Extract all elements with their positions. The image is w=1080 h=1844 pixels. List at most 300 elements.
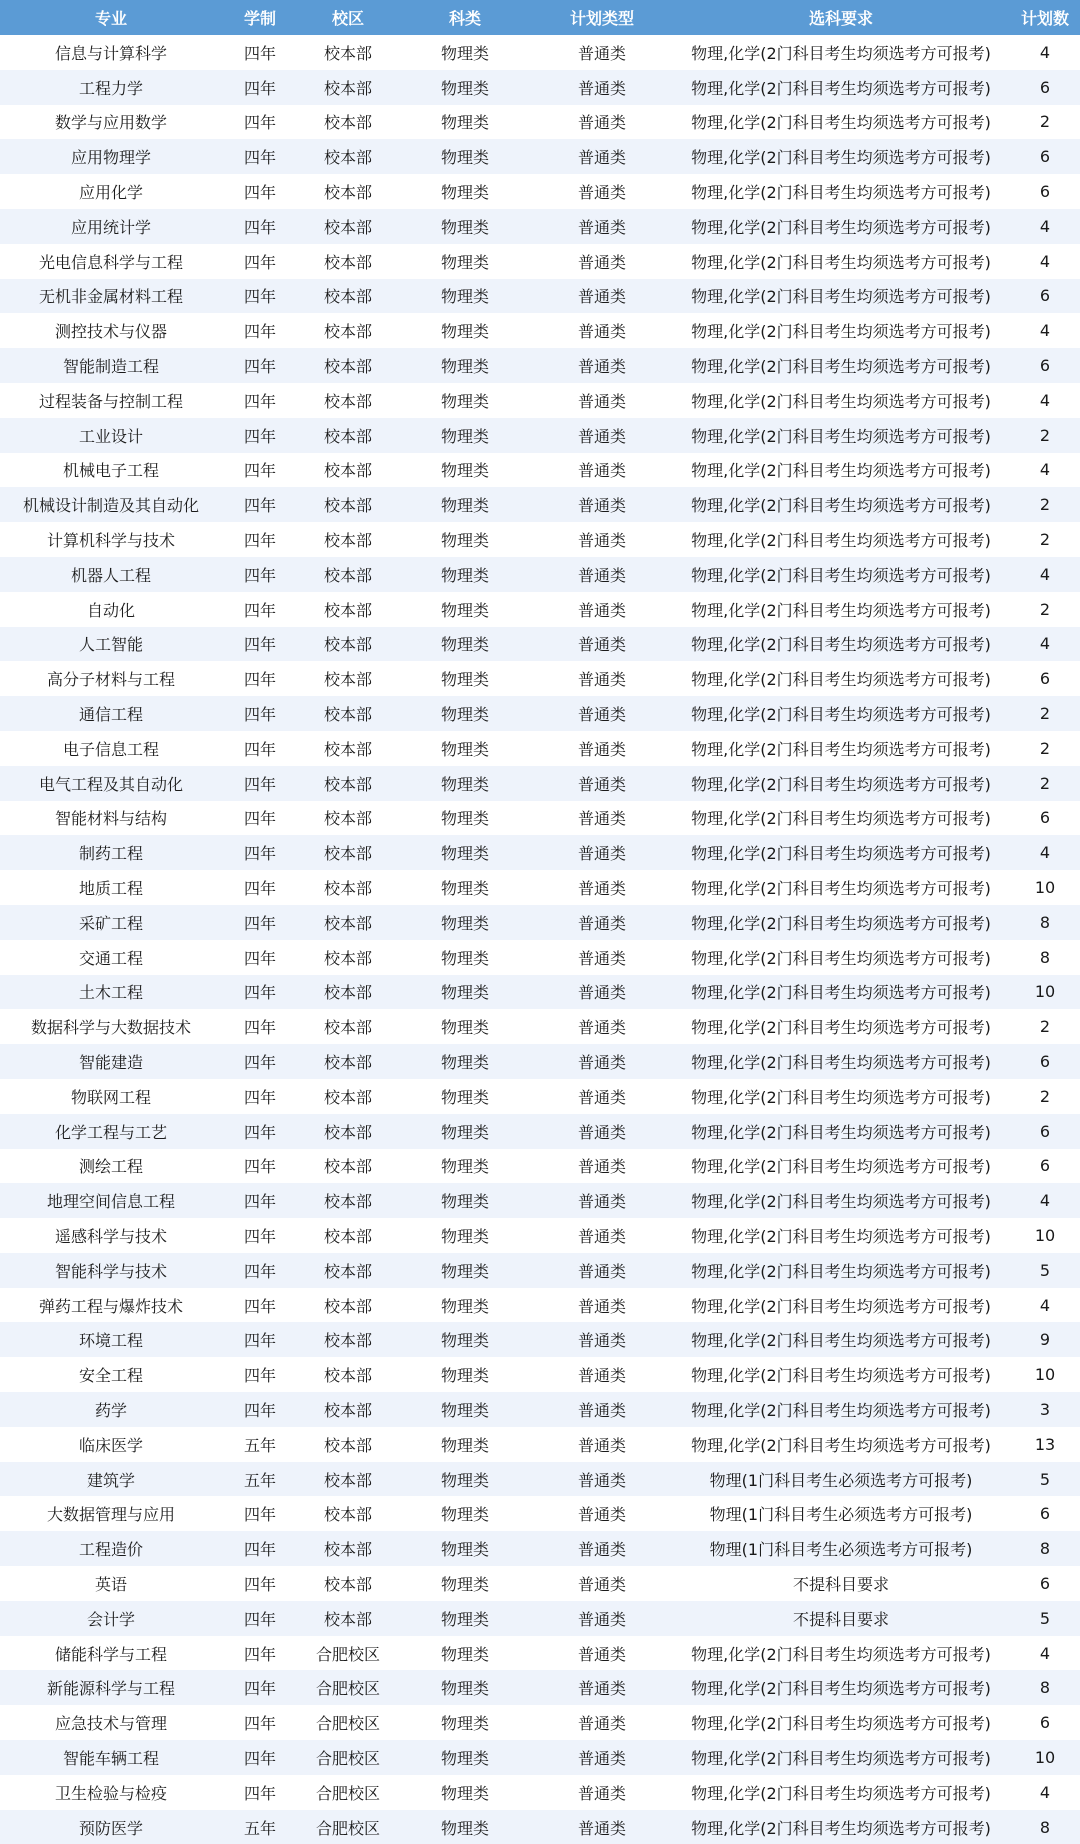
cell-subject-requirement: 物理,化学(2门科目考生均须选考方可报考) bbox=[672, 1670, 1010, 1705]
cell-major: 应用物理学 bbox=[0, 139, 222, 174]
cell-category: 物理类 bbox=[398, 870, 532, 905]
cell-plan-count: 8 bbox=[1010, 1531, 1080, 1566]
cell-plan-type: 普通类 bbox=[532, 1496, 672, 1531]
cell-major: 工程造价 bbox=[0, 1531, 222, 1566]
cell-plan-count: 5 bbox=[1010, 1462, 1080, 1497]
cell-major: 大数据管理与应用 bbox=[0, 1496, 222, 1531]
cell-subject-requirement: 物理,化学(2门科目考生均须选考方可报考) bbox=[672, 1079, 1010, 1114]
cell-major: 机械电子工程 bbox=[0, 453, 222, 488]
cell-major: 自动化 bbox=[0, 592, 222, 627]
table-row bbox=[0, 1288, 1080, 1323]
cell-category: 物理类 bbox=[398, 627, 532, 662]
cell-plan-count: 10 bbox=[1010, 1218, 1080, 1253]
cell-category: 物理类 bbox=[398, 1775, 532, 1810]
cell-duration: 四年 bbox=[222, 731, 298, 766]
cell-campus: 校本部 bbox=[298, 35, 398, 70]
cell-campus: 校本部 bbox=[298, 139, 398, 174]
cell-subject-requirement: 物理,化学(2门科目考生均须选考方可报考) bbox=[672, 1218, 1010, 1253]
cell-major: 应急技术与管理 bbox=[0, 1705, 222, 1740]
cell-subject-requirement: 物理,化学(2门科目考生均须选考方可报考) bbox=[672, 1149, 1010, 1184]
cell-major: 药学 bbox=[0, 1392, 222, 1427]
cell-campus: 校本部 bbox=[298, 1601, 398, 1636]
cell-major: 工程力学 bbox=[0, 70, 222, 105]
cell-major: 信息与计算科学 bbox=[0, 35, 222, 70]
cell-campus: 校本部 bbox=[298, 174, 398, 209]
cell-major: 高分子材料与工程 bbox=[0, 661, 222, 696]
table-row bbox=[0, 313, 1080, 348]
cell-duration: 四年 bbox=[222, 1044, 298, 1079]
cell-category: 物理类 bbox=[398, 313, 532, 348]
cell-subject-requirement: 物理,化学(2门科目考生均须选考方可报考) bbox=[672, 453, 1010, 488]
cell-category: 物理类 bbox=[398, 139, 532, 174]
cell-duration: 四年 bbox=[222, 139, 298, 174]
cell-category: 物理类 bbox=[398, 487, 532, 522]
cell-campus: 合肥校区 bbox=[298, 1636, 398, 1671]
cell-campus: 校本部 bbox=[298, 1288, 398, 1323]
cell-duration: 四年 bbox=[222, 1705, 298, 1740]
cell-duration: 四年 bbox=[222, 487, 298, 522]
table-row bbox=[0, 1079, 1080, 1114]
table-row bbox=[0, 557, 1080, 592]
cell-plan-type: 普通类 bbox=[532, 1636, 672, 1671]
cell-major: 物联网工程 bbox=[0, 1079, 222, 1114]
cell-plan-type: 普通类 bbox=[532, 766, 672, 801]
cell-plan-type: 普通类 bbox=[532, 1079, 672, 1114]
cell-category: 物理类 bbox=[398, 70, 532, 105]
cell-category: 物理类 bbox=[398, 1218, 532, 1253]
cell-category: 物理类 bbox=[398, 244, 532, 279]
cell-duration: 四年 bbox=[222, 1740, 298, 1775]
cell-campus: 校本部 bbox=[298, 1531, 398, 1566]
cell-duration: 四年 bbox=[222, 592, 298, 627]
cell-major: 建筑学 bbox=[0, 1462, 222, 1497]
table-row bbox=[0, 766, 1080, 801]
cell-subject-requirement: 物理,化学(2门科目考生均须选考方可报考) bbox=[672, 835, 1010, 870]
cell-subject-requirement: 物理,化学(2门科目考生均须选考方可报考) bbox=[672, 1357, 1010, 1392]
cell-plan-count: 6 bbox=[1010, 348, 1080, 383]
cell-campus: 校本部 bbox=[298, 522, 398, 557]
cell-plan-count: 2 bbox=[1010, 592, 1080, 627]
cell-plan-type: 普通类 bbox=[532, 174, 672, 209]
cell-plan-type: 普通类 bbox=[532, 1149, 672, 1184]
cell-duration: 四年 bbox=[222, 1670, 298, 1705]
cell-major: 制药工程 bbox=[0, 835, 222, 870]
cell-plan-type: 普通类 bbox=[532, 1357, 672, 1392]
cell-plan-type: 普通类 bbox=[532, 383, 672, 418]
cell-duration: 四年 bbox=[222, 1531, 298, 1566]
cell-campus: 校本部 bbox=[298, 801, 398, 836]
table-row bbox=[0, 1496, 1080, 1531]
cell-category: 物理类 bbox=[398, 801, 532, 836]
cell-category: 物理类 bbox=[398, 453, 532, 488]
cell-category: 物理类 bbox=[398, 35, 532, 70]
cell-plan-type: 普通类 bbox=[532, 348, 672, 383]
cell-plan-count: 10 bbox=[1010, 975, 1080, 1010]
table-row bbox=[0, 348, 1080, 383]
cell-major: 智能建造 bbox=[0, 1044, 222, 1079]
cell-duration: 四年 bbox=[222, 661, 298, 696]
cell-duration: 五年 bbox=[222, 1462, 298, 1497]
table-row bbox=[0, 244, 1080, 279]
table-row bbox=[0, 1601, 1080, 1636]
cell-plan-type: 普通类 bbox=[532, 1531, 672, 1566]
cell-plan-count: 6 bbox=[1010, 279, 1080, 314]
cell-subject-requirement: 不提科目要求 bbox=[672, 1601, 1010, 1636]
cell-campus: 校本部 bbox=[298, 1357, 398, 1392]
cell-campus: 校本部 bbox=[298, 279, 398, 314]
cell-subject-requirement: 物理,化学(2门科目考生均须选考方可报考) bbox=[672, 940, 1010, 975]
cell-category: 物理类 bbox=[398, 209, 532, 244]
cell-plan-type: 普通类 bbox=[532, 1810, 672, 1844]
table-row bbox=[0, 70, 1080, 105]
table-row bbox=[0, 731, 1080, 766]
cell-category: 物理类 bbox=[398, 522, 532, 557]
cell-campus: 校本部 bbox=[298, 1149, 398, 1184]
cell-duration: 五年 bbox=[222, 1427, 298, 1462]
cell-subject-requirement: 物理,化学(2门科目考生均须选考方可报考) bbox=[672, 105, 1010, 140]
cell-plan-type: 普通类 bbox=[532, 1183, 672, 1218]
cell-plan-type: 普通类 bbox=[532, 1775, 672, 1810]
cell-plan-count: 6 bbox=[1010, 1149, 1080, 1184]
cell-subject-requirement: 物理,化学(2门科目考生均须选考方可报考) bbox=[672, 905, 1010, 940]
table-row bbox=[0, 1218, 1080, 1253]
cell-subject-requirement: 物理,化学(2门科目考生均须选考方可报考) bbox=[672, 557, 1010, 592]
cell-plan-count: 4 bbox=[1010, 383, 1080, 418]
cell-duration: 四年 bbox=[222, 627, 298, 662]
cell-category: 物理类 bbox=[398, 1531, 532, 1566]
cell-campus: 校本部 bbox=[298, 1566, 398, 1601]
cell-plan-count: 4 bbox=[1010, 244, 1080, 279]
cell-subject-requirement: 物理,化学(2门科目考生均须选考方可报考) bbox=[672, 870, 1010, 905]
cell-category: 物理类 bbox=[398, 1566, 532, 1601]
cell-duration: 四年 bbox=[222, 1183, 298, 1218]
cell-duration: 四年 bbox=[222, 313, 298, 348]
cell-campus: 校本部 bbox=[298, 975, 398, 1010]
header-duration: 学制 bbox=[222, 0, 298, 35]
cell-major: 遥感科学与技术 bbox=[0, 1218, 222, 1253]
table-row bbox=[0, 418, 1080, 453]
cell-plan-count: 2 bbox=[1010, 418, 1080, 453]
cell-subject-requirement: 物理,化学(2门科目考生均须选考方可报考) bbox=[672, 313, 1010, 348]
cell-subject-requirement: 物理,化学(2门科目考生均须选考方可报考) bbox=[672, 522, 1010, 557]
cell-duration: 四年 bbox=[222, 1775, 298, 1810]
cell-major: 卫生检验与检疫 bbox=[0, 1775, 222, 1810]
cell-campus: 校本部 bbox=[298, 1079, 398, 1114]
cell-campus: 校本部 bbox=[298, 244, 398, 279]
table-row bbox=[0, 105, 1080, 140]
cell-campus: 校本部 bbox=[298, 1009, 398, 1044]
cell-plan-count: 3 bbox=[1010, 1392, 1080, 1427]
cell-duration: 四年 bbox=[222, 1288, 298, 1323]
table-row bbox=[0, 1531, 1080, 1566]
cell-subject-requirement: 物理,化学(2门科目考生均须选考方可报考) bbox=[672, 348, 1010, 383]
cell-campus: 校本部 bbox=[298, 1253, 398, 1288]
cell-duration: 四年 bbox=[222, 453, 298, 488]
cell-plan-count: 6 bbox=[1010, 70, 1080, 105]
table-row bbox=[0, 696, 1080, 731]
table-row bbox=[0, 1462, 1080, 1497]
cell-duration: 四年 bbox=[222, 105, 298, 140]
cell-campus: 校本部 bbox=[298, 1427, 398, 1462]
cell-category: 物理类 bbox=[398, 1114, 532, 1149]
cell-major: 人工智能 bbox=[0, 627, 222, 662]
cell-duration: 四年 bbox=[222, 940, 298, 975]
table-row bbox=[0, 453, 1080, 488]
cell-major: 安全工程 bbox=[0, 1357, 222, 1392]
cell-plan-type: 普通类 bbox=[532, 940, 672, 975]
cell-plan-count: 6 bbox=[1010, 661, 1080, 696]
cell-major: 无机非金属材料工程 bbox=[0, 279, 222, 314]
cell-subject-requirement: 物理,化学(2门科目考生均须选考方可报考) bbox=[672, 627, 1010, 662]
cell-campus: 校本部 bbox=[298, 1218, 398, 1253]
cell-plan-type: 普通类 bbox=[532, 35, 672, 70]
cell-duration: 四年 bbox=[222, 1218, 298, 1253]
cell-subject-requirement: 物理,化学(2门科目考生均须选考方可报考) bbox=[672, 592, 1010, 627]
cell-subject-requirement: 物理,化学(2门科目考生均须选考方可报考) bbox=[672, 801, 1010, 836]
cell-category: 物理类 bbox=[398, 1601, 532, 1636]
cell-plan-count: 4 bbox=[1010, 627, 1080, 662]
cell-campus: 合肥校区 bbox=[298, 1670, 398, 1705]
cell-duration: 四年 bbox=[222, 348, 298, 383]
cell-plan-count: 6 bbox=[1010, 1114, 1080, 1149]
cell-major: 数据科学与大数据技术 bbox=[0, 1009, 222, 1044]
cell-subject-requirement: 物理,化学(2门科目考生均须选考方可报考) bbox=[672, 1009, 1010, 1044]
cell-major: 智能科学与技术 bbox=[0, 1253, 222, 1288]
cell-plan-count: 5 bbox=[1010, 1601, 1080, 1636]
cell-major: 新能源科学与工程 bbox=[0, 1670, 222, 1705]
cell-plan-type: 普通类 bbox=[532, 139, 672, 174]
cell-subject-requirement: 物理(1门科目考生必须选考方可报考) bbox=[672, 1462, 1010, 1497]
cell-plan-count: 10 bbox=[1010, 1357, 1080, 1392]
cell-plan-type: 普通类 bbox=[532, 522, 672, 557]
cell-plan-type: 普通类 bbox=[532, 244, 672, 279]
cell-duration: 四年 bbox=[222, 35, 298, 70]
cell-campus: 校本部 bbox=[298, 1044, 398, 1079]
table-row bbox=[0, 1705, 1080, 1740]
cell-plan-count: 4 bbox=[1010, 1183, 1080, 1218]
table-row bbox=[0, 1392, 1080, 1427]
cell-category: 物理类 bbox=[398, 1183, 532, 1218]
cell-major: 英语 bbox=[0, 1566, 222, 1601]
cell-plan-count: 2 bbox=[1010, 1079, 1080, 1114]
cell-plan-type: 普通类 bbox=[532, 627, 672, 662]
header-category: 科类 bbox=[398, 0, 532, 35]
cell-plan-count: 6 bbox=[1010, 174, 1080, 209]
cell-category: 物理类 bbox=[398, 279, 532, 314]
cell-major: 电气工程及其自动化 bbox=[0, 766, 222, 801]
cell-category: 物理类 bbox=[398, 1705, 532, 1740]
cell-category: 物理类 bbox=[398, 661, 532, 696]
cell-campus: 校本部 bbox=[298, 731, 398, 766]
cell-plan-count: 8 bbox=[1010, 940, 1080, 975]
cell-duration: 四年 bbox=[222, 696, 298, 731]
cell-duration: 四年 bbox=[222, 1601, 298, 1636]
table-row bbox=[0, 1009, 1080, 1044]
cell-major: 应用统计学 bbox=[0, 209, 222, 244]
cell-major: 智能材料与结构 bbox=[0, 801, 222, 836]
cell-subject-requirement: 物理,化学(2门科目考生均须选考方可报考) bbox=[672, 1183, 1010, 1218]
cell-category: 物理类 bbox=[398, 940, 532, 975]
cell-duration: 四年 bbox=[222, 244, 298, 279]
cell-duration: 四年 bbox=[222, 1149, 298, 1184]
cell-category: 物理类 bbox=[398, 418, 532, 453]
cell-campus: 校本部 bbox=[298, 313, 398, 348]
header-plan-type: 计划类型 bbox=[532, 0, 672, 35]
cell-campus: 合肥校区 bbox=[298, 1775, 398, 1810]
cell-plan-count: 5 bbox=[1010, 1253, 1080, 1288]
cell-major: 采矿工程 bbox=[0, 905, 222, 940]
cell-category: 物理类 bbox=[398, 1462, 532, 1497]
cell-subject-requirement: 物理,化学(2门科目考生均须选考方可报考) bbox=[672, 1740, 1010, 1775]
cell-campus: 校本部 bbox=[298, 1462, 398, 1497]
cell-plan-count: 4 bbox=[1010, 1775, 1080, 1810]
cell-plan-count: 13 bbox=[1010, 1427, 1080, 1462]
cell-plan-type: 普通类 bbox=[532, 696, 672, 731]
cell-plan-type: 普通类 bbox=[532, 1601, 672, 1636]
cell-campus: 合肥校区 bbox=[298, 1705, 398, 1740]
cell-plan-count: 4 bbox=[1010, 35, 1080, 70]
table-row bbox=[0, 1183, 1080, 1218]
cell-major: 交通工程 bbox=[0, 940, 222, 975]
cell-major: 工业设计 bbox=[0, 418, 222, 453]
cell-major: 环境工程 bbox=[0, 1322, 222, 1357]
cell-subject-requirement: 物理,化学(2门科目考生均须选考方可报考) bbox=[672, 174, 1010, 209]
cell-duration: 五年 bbox=[222, 1810, 298, 1844]
cell-major: 智能制造工程 bbox=[0, 348, 222, 383]
cell-duration: 四年 bbox=[222, 1009, 298, 1044]
cell-plan-count: 6 bbox=[1010, 801, 1080, 836]
cell-plan-type: 普通类 bbox=[532, 731, 672, 766]
cell-duration: 四年 bbox=[222, 801, 298, 836]
cell-major: 机器人工程 bbox=[0, 557, 222, 592]
cell-plan-type: 普通类 bbox=[532, 1566, 672, 1601]
cell-category: 物理类 bbox=[398, 1392, 532, 1427]
cell-subject-requirement: 物理,化学(2门科目考生均须选考方可报考) bbox=[672, 1427, 1010, 1462]
cell-plan-count: 4 bbox=[1010, 313, 1080, 348]
cell-category: 物理类 bbox=[398, 975, 532, 1010]
cell-campus: 校本部 bbox=[298, 418, 398, 453]
cell-campus: 校本部 bbox=[298, 835, 398, 870]
cell-campus: 校本部 bbox=[298, 905, 398, 940]
cell-campus: 校本部 bbox=[298, 557, 398, 592]
cell-duration: 四年 bbox=[222, 557, 298, 592]
cell-duration: 四年 bbox=[222, 975, 298, 1010]
cell-campus: 校本部 bbox=[298, 766, 398, 801]
cell-campus: 校本部 bbox=[298, 348, 398, 383]
cell-plan-type: 普通类 bbox=[532, 487, 672, 522]
cell-plan-count: 6 bbox=[1010, 139, 1080, 174]
table-row bbox=[0, 835, 1080, 870]
cell-subject-requirement: 物理(1门科目考生必须选考方可报考) bbox=[672, 1531, 1010, 1566]
cell-plan-count: 9 bbox=[1010, 1322, 1080, 1357]
table-row bbox=[0, 975, 1080, 1010]
cell-subject-requirement: 物理,化学(2门科目考生均须选考方可报考) bbox=[672, 731, 1010, 766]
table-header bbox=[0, 0, 1080, 35]
cell-campus: 校本部 bbox=[298, 453, 398, 488]
cell-plan-count: 6 bbox=[1010, 1496, 1080, 1531]
cell-campus: 校本部 bbox=[298, 696, 398, 731]
cell-major: 光电信息科学与工程 bbox=[0, 244, 222, 279]
cell-campus: 校本部 bbox=[298, 1114, 398, 1149]
cell-duration: 四年 bbox=[222, 383, 298, 418]
cell-subject-requirement: 物理,化学(2门科目考生均须选考方可报考) bbox=[672, 1044, 1010, 1079]
cell-plan-count: 10 bbox=[1010, 870, 1080, 905]
table-row bbox=[0, 35, 1080, 70]
cell-plan-type: 普通类 bbox=[532, 557, 672, 592]
cell-plan-count: 2 bbox=[1010, 522, 1080, 557]
cell-plan-type: 普通类 bbox=[532, 801, 672, 836]
cell-plan-type: 普通类 bbox=[532, 453, 672, 488]
cell-subject-requirement: 物理,化学(2门科目考生均须选考方可报考) bbox=[672, 35, 1010, 70]
cell-category: 物理类 bbox=[398, 696, 532, 731]
cell-duration: 四年 bbox=[222, 1357, 298, 1392]
cell-major: 预防医学 bbox=[0, 1810, 222, 1844]
cell-campus: 校本部 bbox=[298, 487, 398, 522]
cell-major: 电子信息工程 bbox=[0, 731, 222, 766]
cell-plan-type: 普通类 bbox=[532, 905, 672, 940]
cell-campus: 校本部 bbox=[298, 1322, 398, 1357]
table-row bbox=[0, 1775, 1080, 1810]
cell-major: 应用化学 bbox=[0, 174, 222, 209]
cell-subject-requirement: 物理,化学(2门科目考生均须选考方可报考) bbox=[672, 661, 1010, 696]
cell-category: 物理类 bbox=[398, 174, 532, 209]
cell-duration: 四年 bbox=[222, 905, 298, 940]
header-row bbox=[0, 0, 1080, 35]
cell-duration: 四年 bbox=[222, 1566, 298, 1601]
cell-duration: 四年 bbox=[222, 418, 298, 453]
table-row bbox=[0, 1636, 1080, 1671]
cell-plan-type: 普通类 bbox=[532, 1392, 672, 1427]
cell-plan-count: 6 bbox=[1010, 1705, 1080, 1740]
cell-plan-type: 普通类 bbox=[532, 975, 672, 1010]
cell-category: 物理类 bbox=[398, 1810, 532, 1844]
table-row bbox=[0, 487, 1080, 522]
cell-duration: 四年 bbox=[222, 174, 298, 209]
cell-category: 物理类 bbox=[398, 1496, 532, 1531]
table-row bbox=[0, 174, 1080, 209]
header-plan-count: 计划数 bbox=[1010, 0, 1080, 35]
cell-plan-count: 6 bbox=[1010, 1044, 1080, 1079]
table-row bbox=[0, 209, 1080, 244]
cell-duration: 四年 bbox=[222, 1636, 298, 1671]
cell-category: 物理类 bbox=[398, 592, 532, 627]
cell-plan-count: 2 bbox=[1010, 487, 1080, 522]
cell-major: 机械设计制造及其自动化 bbox=[0, 487, 222, 522]
table-row bbox=[0, 1149, 1080, 1184]
cell-plan-type: 普通类 bbox=[532, 313, 672, 348]
table-row bbox=[0, 1114, 1080, 1149]
cell-duration: 四年 bbox=[222, 766, 298, 801]
cell-campus: 合肥校区 bbox=[298, 1810, 398, 1844]
cell-plan-type: 普通类 bbox=[532, 870, 672, 905]
cell-plan-count: 4 bbox=[1010, 1636, 1080, 1671]
cell-plan-count: 4 bbox=[1010, 1288, 1080, 1323]
cell-major: 会计学 bbox=[0, 1601, 222, 1636]
cell-subject-requirement: 物理,化学(2门科目考生均须选考方可报考) bbox=[672, 766, 1010, 801]
cell-subject-requirement: 物理,化学(2门科目考生均须选考方可报考) bbox=[672, 383, 1010, 418]
cell-campus: 校本部 bbox=[298, 1496, 398, 1531]
table-row bbox=[0, 1322, 1080, 1357]
cell-plan-type: 普通类 bbox=[532, 835, 672, 870]
cell-campus: 校本部 bbox=[298, 383, 398, 418]
cell-category: 物理类 bbox=[398, 1149, 532, 1184]
cell-plan-type: 普通类 bbox=[532, 1427, 672, 1462]
cell-plan-count: 2 bbox=[1010, 696, 1080, 731]
cell-category: 物理类 bbox=[398, 383, 532, 418]
cell-campus: 合肥校区 bbox=[298, 1740, 398, 1775]
cell-subject-requirement: 物理,化学(2门科目考生均须选考方可报考) bbox=[672, 1775, 1010, 1810]
cell-plan-type: 普通类 bbox=[532, 1670, 672, 1705]
